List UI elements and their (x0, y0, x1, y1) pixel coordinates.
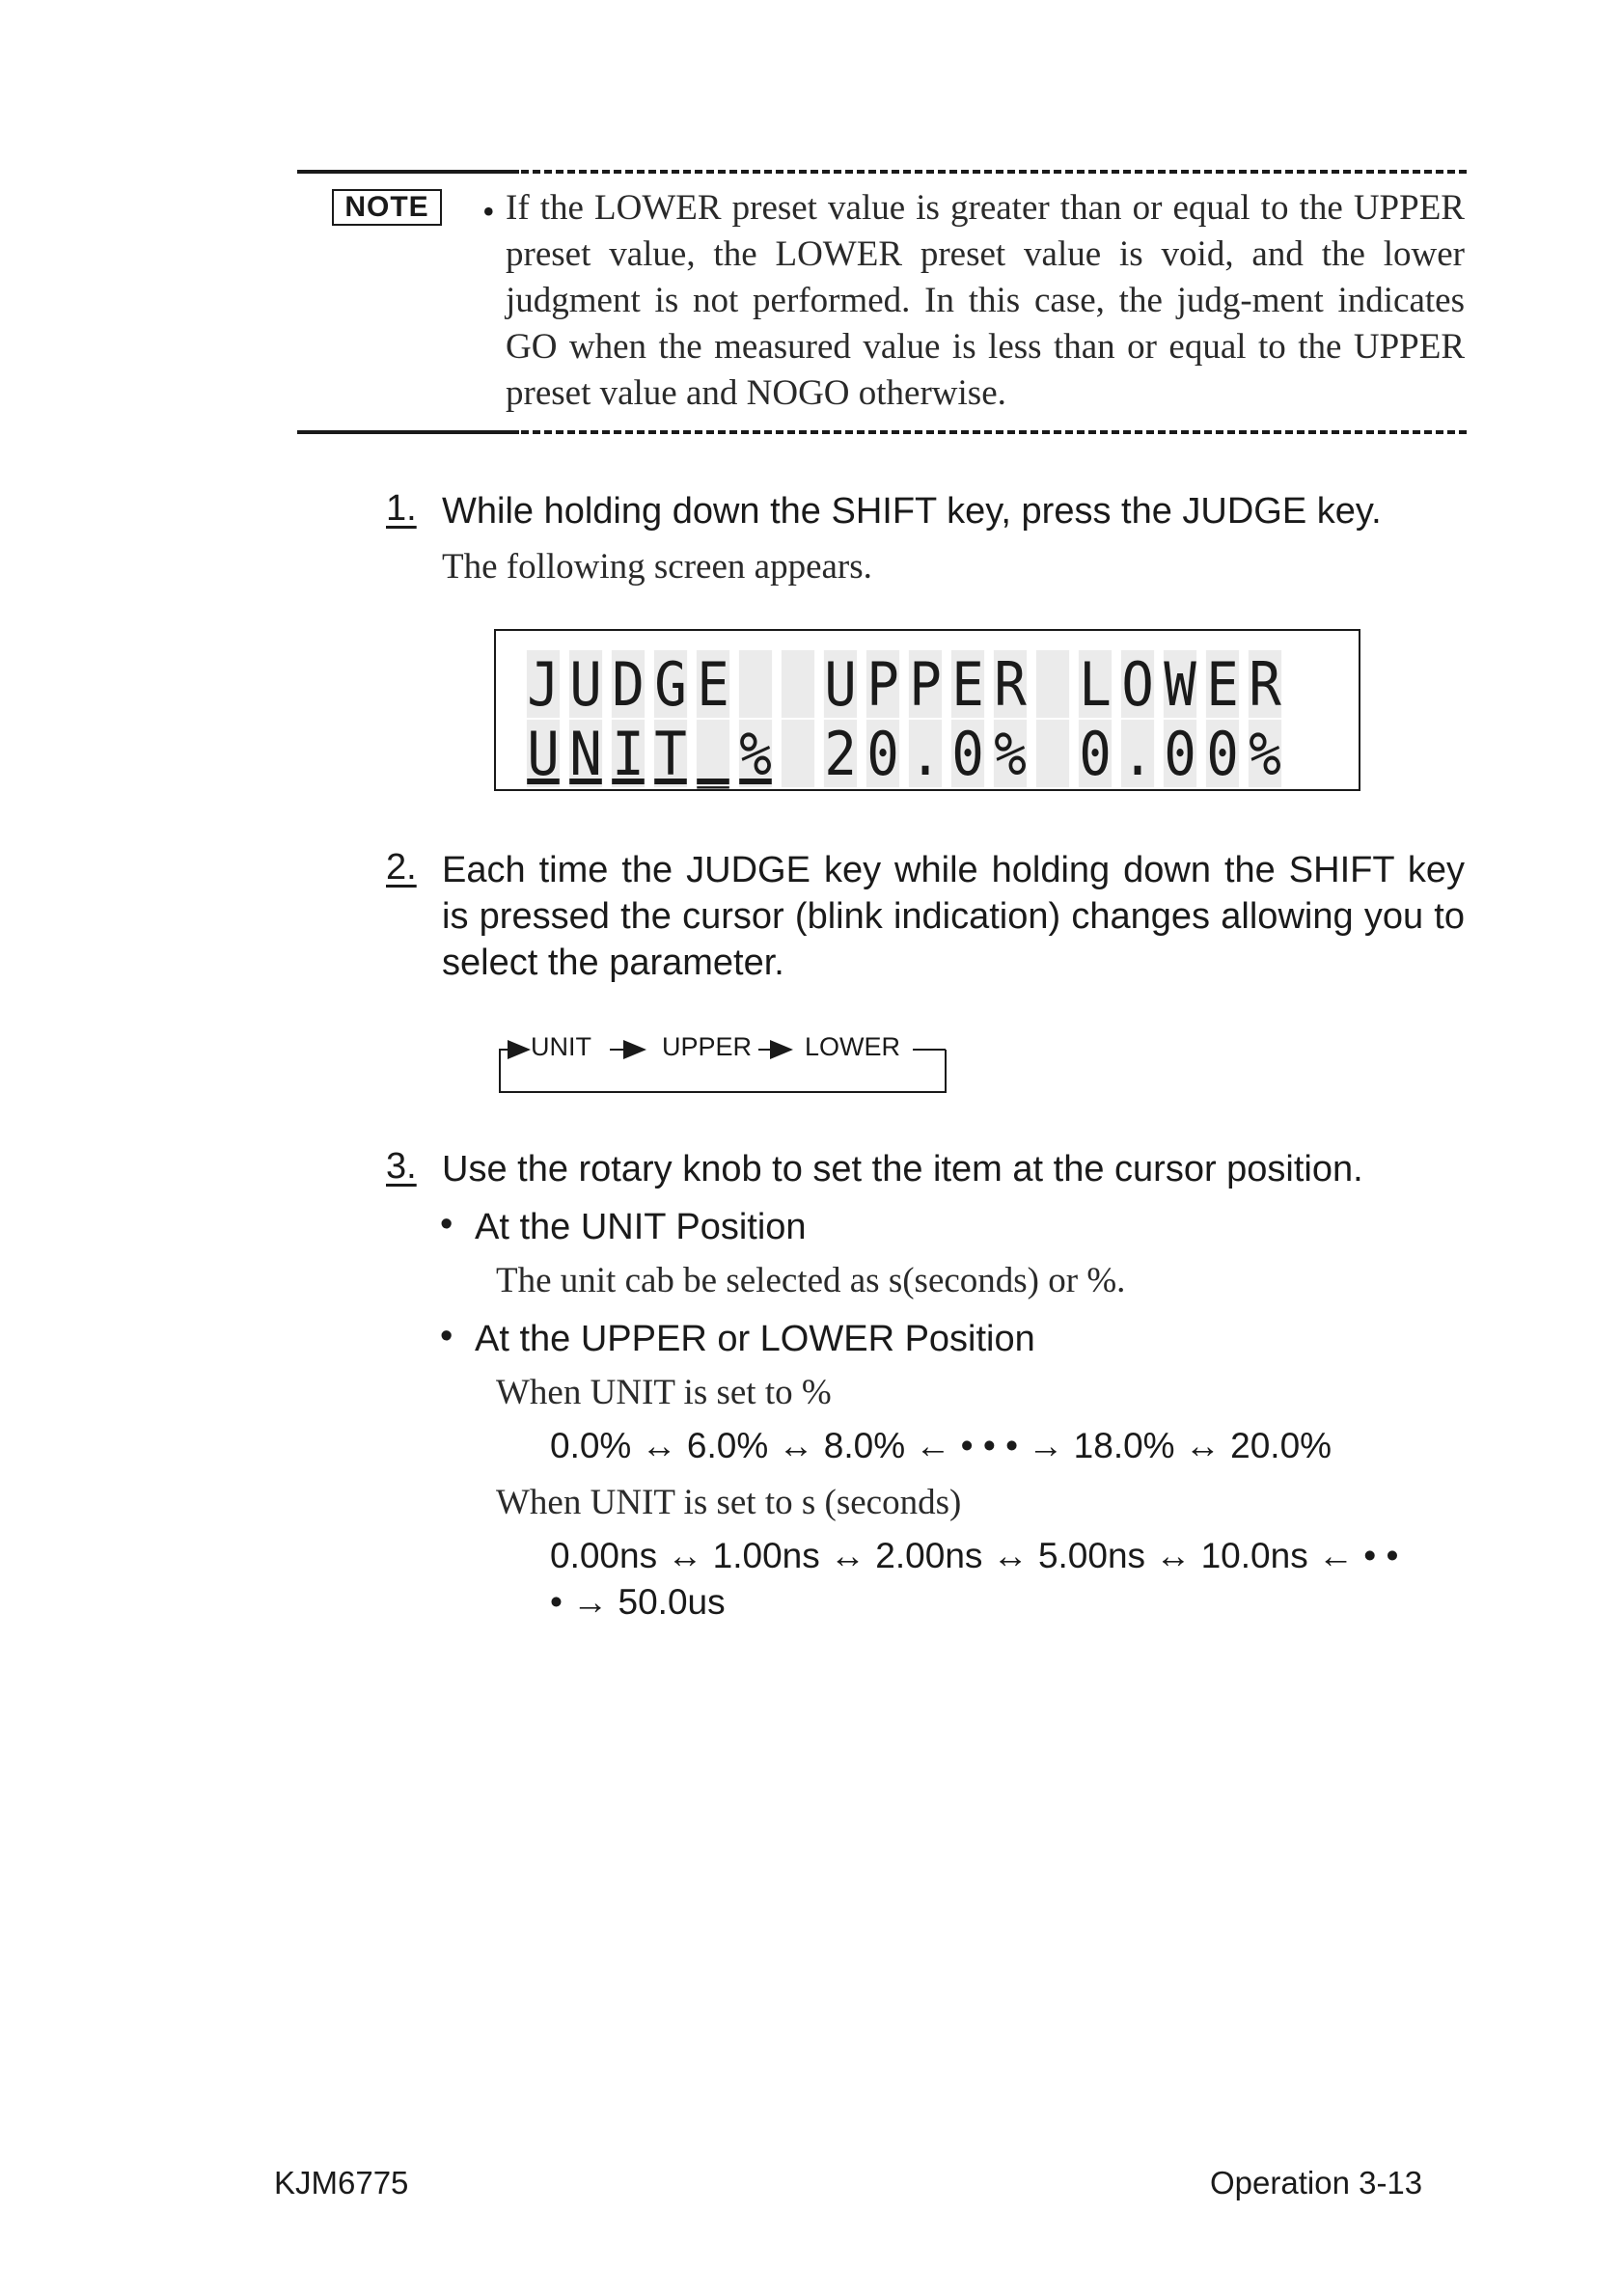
step-1-text: While holding down the SHIFT key, press the JUDGE key. (442, 491, 1382, 532)
flow-item-upper: UPPER (662, 1032, 753, 1061)
lcd-cell (739, 650, 772, 718)
step-3-number: 3. (386, 1146, 417, 1187)
lcd-cell: 2 (824, 719, 857, 789)
step-2-text: Each time the JUDGE key while holding down the SHIFT key is pressed the cursor (blink indication) changes allowing you to select the parameter. (442, 850, 1465, 983)
percent-label: When UNIT is set to % (496, 1373, 832, 1412)
lcd-cell: R (994, 649, 1027, 720)
lcd-cell: O (1121, 649, 1154, 720)
lcd-cell: U (527, 719, 560, 789)
unit-position-bullet: • (440, 1204, 453, 1244)
lcd-cell: R (1249, 649, 1281, 720)
lcd-cell: . (909, 719, 942, 789)
lcd-cell: D (612, 649, 645, 720)
seconds-label: When UNIT is set to s (seconds) (496, 1483, 962, 1522)
note-text: If the LOWER preset value is greater than or equal to the UPPER preset value, the LOWER preset value is void, and the lower judgment is not performed. In this case, the judg-ment indicates GO when the measured value is less than or equal to the UPPER preset value and NOGO otherwise. (506, 188, 1465, 413)
upper-lower-bullet: • (440, 1316, 453, 1356)
lcd-cell: _ (697, 719, 729, 789)
step-3-text: Use the rotary knob to set the item at the cursor position. (442, 1149, 1363, 1189)
note-bullet: • (482, 192, 495, 231)
note-top-rule-solid (297, 170, 519, 174)
lcd-cell: 0 (866, 719, 899, 789)
lcd-cell: . (1121, 719, 1154, 789)
lcd-cell: % (739, 719, 772, 789)
lcd-cell: 0 (1079, 719, 1112, 789)
lcd-cell (1036, 720, 1069, 787)
lcd-cell: I (612, 719, 645, 789)
lcd-cell: G (654, 649, 687, 720)
lcd-cell: E (951, 649, 984, 720)
flow-item-lower: LOWER (805, 1032, 901, 1061)
unit-position-heading: At the UNIT Position (475, 1207, 807, 1247)
lcd-cell (1036, 650, 1069, 718)
footer-page: Operation 3-13 (1210, 2165, 1423, 2200)
lcd-cell: L (1079, 649, 1112, 720)
lcd-cell: U (569, 649, 602, 720)
lcd-cell: 0 (951, 719, 984, 789)
unit-position-text: The unit cab be selected as s(seconds) or %. (496, 1261, 1126, 1300)
lcd-cell: % (994, 719, 1027, 789)
lcd-display (494, 629, 1360, 791)
lcd-cell: J (527, 649, 560, 720)
seconds-sequence-line-1: 0.00ns ↔ 1.00ns ↔ 2.00ns ↔ 5.00ns ↔ 10.0ns ← • • (550, 1536, 1399, 1575)
lcd-row-1 (525, 650, 1289, 718)
note-top-rule-dotted (521, 170, 1467, 174)
lcd-cell: U (824, 649, 857, 720)
step-1-number: 1. (386, 488, 417, 529)
step-2-number: 2. (386, 847, 417, 888)
lcd-cell: E (1206, 649, 1239, 720)
lcd-cell: % (1249, 719, 1281, 789)
lcd-cell: T (654, 719, 687, 789)
note-bottom-rule-solid (297, 430, 519, 434)
step-1-subtext: The following screen appears. (442, 547, 872, 587)
lcd-cell: 0 (1164, 719, 1196, 789)
lcd-cell: P (866, 649, 899, 720)
note-badge: NOTE (332, 189, 442, 226)
lcd-row-2 (525, 720, 1289, 787)
lcd-cell: 0 (1206, 719, 1239, 789)
note-bottom-rule-dotted (521, 430, 1467, 434)
lcd-cell: W (1164, 649, 1196, 720)
lcd-cell: N (569, 719, 602, 789)
flow-item-unit: UNIT (531, 1032, 591, 1061)
upper-lower-heading: At the UPPER or LOWER Position (475, 1319, 1035, 1359)
lcd-cell: P (909, 649, 942, 720)
percent-sequence: 0.0% ↔ 6.0% ↔ 8.0% ← • • • → 18.0% ↔ 20.0% (550, 1426, 1333, 1465)
lcd-cell (782, 720, 814, 787)
lcd-cell: E (697, 649, 729, 720)
seconds-sequence-line-2: • → 50.0us (550, 1582, 726, 1622)
footer-model: KJM6775 (274, 2165, 409, 2200)
lcd-cell (782, 650, 814, 718)
